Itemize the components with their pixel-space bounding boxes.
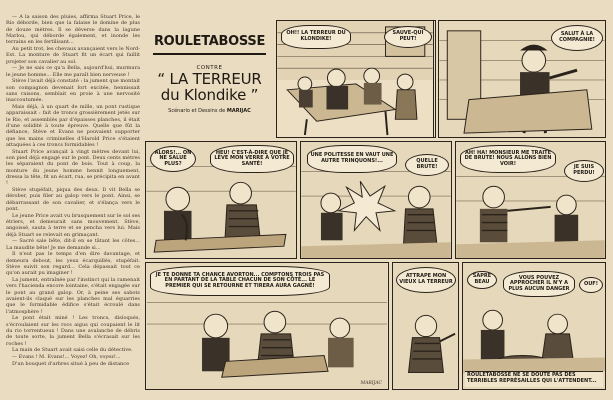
- panel-caption: ROULETABOSSE NE SE DOUTE PAS DES TERRIBLES REPRÉSAILLES QUI L'ATTENDENT...: [465, 371, 603, 387]
- speech-bubble: QUELLE BRUTE!: [405, 154, 449, 176]
- panel-3: [438, 20, 606, 138]
- title-divider: [153, 53, 266, 55]
- subtitle-line-1: “ LA TERREUR: [157, 70, 262, 88]
- story-paragraph: Stève l'avait déjà constaté : la jument que montait son compagnon devenait fort excitée, hennissait sans raisons, semblait en proie à une nervosité inaccoutumée.: [6, 78, 140, 104]
- panel-8: [392, 262, 459, 390]
- speech-bubble: UNE POLITESSE EN VAUT UNE AUTRE TRINQUONS!...: [307, 145, 397, 173]
- speech-bubble: JE SUIS PERDU!: [564, 160, 604, 182]
- credit-author: MARIJAC: [226, 108, 251, 114]
- story-paragraph: Au petit trot, les chevaux avançaient vers le Nord-Est. La monture de Stuart fit un écart qui faillit projeter son cavalier au sol.: [6, 45, 140, 65]
- speech-bubble: ALORS!... ON NE SALUE PLUS?: [150, 146, 196, 172]
- story-column: [6, 14, 140, 394]
- speech-bubble: SAPRE BEAU: [467, 271, 497, 289]
- story-paragraph: — Sacré sale bête, dit-il en se tâtant les côtes... La maudite bête! Je me demande si...: [6, 238, 140, 251]
- panel-5: [300, 141, 452, 259]
- speech-bubble: OH!! LA TERREUR DU KLONDIKE!: [281, 25, 351, 49]
- speech-bubble: AH! HA! MONSIEUR ME TRAITE DE BRUTE! NOUS ALLONS BIEN VOIR!: [460, 145, 556, 173]
- panel-2: [380, 20, 436, 138]
- speech-bubble: SAUVE-QUI PEUT!: [384, 26, 432, 48]
- speech-bubble: ATTRAPE MON VIEUX LA TERREUR: [396, 267, 456, 293]
- speech-bubble: SALUT À LA COMPAGNIE!: [551, 25, 603, 51]
- speech-bubble: VOUS POUVEZ APPROCHER IL N'Y A PLUS AUCUN DANGER: [503, 271, 575, 297]
- panel-4: [145, 141, 297, 259]
- story-paragraph: — Evans ! M. Evans!... Voyez! Oh, voyez!...: [12, 354, 121, 361]
- story-paragraph: Mais déjà, à un quart de mille, un pont rustique apparaissait : fait de troncs grossièrement jetés sur le Rio, et assemblés par d'épaisses planches, il était d'une solidité à toute épreuve. Quelle que fût la défiance, Stève et Evans ne pouvaient supporter que les mains criminelles d'Harold Price s'étaient attaquées à ces troncs formidables !: [6, 104, 140, 148]
- story-paragraph: La main de Stuart avait saisi celle du détective.: [12, 347, 133, 354]
- story-paragraph: Stève stupéfait, piqua des deux. Il vit Bella se dérober, puis filer au galop vers le pont. Ainsi, se débarrassant de son cavalier, et s'élança vers le pont.: [6, 187, 140, 212]
- story-paragraph: D'un bouquet d'arbres situé à peu de distance: [12, 361, 130, 368]
- series-title: ROULETABOSSE: [153, 34, 266, 49]
- artist-signature: MARIJAC: [360, 381, 382, 386]
- story-paragraph: Il n'eut pas le temps d'en dire davantage, et demeura debout, les yeux écarquillés, stupéfait. Stève suivit son regard... Cela dépassait tout ce qu'on aurait pu imaginer !: [6, 251, 140, 277]
- credit-line: [147, 108, 272, 114]
- story-paragraph: Le jeune Price avait vu brusquement sur le sol ses étriers, et demeurait sans mouvement. Stève, angoissé, sauta à terre et se pencha vers lui. Mais déjà Stuart se relevait en grimaçant.: [6, 212, 140, 238]
- credit-prefix: Scénario et Dessins de: [168, 108, 226, 114]
- story-paragraph: — A la saison des pluies, affirma Stuart Price, le Rio déborde, bien que la falaise le domine de plus de douze mètres. Il se déverse dans la lagune Marlou, qui déborde également, et inonde les terrains en les fertilisant...: [6, 14, 140, 46]
- subtitle-line-2: du Klondike ”: [160, 86, 259, 104]
- story-paragraph: Stuart Price avançait à vingt mètres devant lui, son pied déjà engagé sur le pont. Deux cents mètres les séparaient du pont de bois. Tout à coup, la monture du jeune homme hennit longuement, dressa la tête, fit un écart, rua, se précipita en avant !: [6, 148, 140, 187]
- panel-6: [455, 141, 606, 259]
- speech-bubble: JE TE DONNE TA CHANCE AVORTON... COMPTONS TROIS PAS EN PARTANT DE LA TABLE CHACUN DE SON CÔTÉ... LE PREMIER QUI SE RETOURNE ET TIRERA AURA GAGNÉ!: [150, 266, 330, 296]
- panel-9: [462, 262, 606, 390]
- story-paragraph: Le pont était miné ! Les troncs, disloqués, s'écroulaient sur les rocs aigus qui coupaient le lit du rio torrentueux ! Dans une avalanche de débris de toute sorte, la jument Bella s'écrasait sur les roches !: [6, 315, 140, 347]
- title-block: [147, 28, 272, 136]
- story-paragraph: — Je ne sais ce qu'a Bella, aujourd'hui, murmura le jeune homme... Elle me paraît bien nerveuse !: [6, 65, 140, 78]
- story-paragraph: La jument, entraînée par l'instinct qui la ramenait vers l'hacienda encore lointaine, s'était engagée sur le pont au grand galop. Or, à peine ses sabots avaient-ils claqué sur les planches mal équarries que le formidable édifice s'était écroulé dans l'atmosphère !: [6, 277, 140, 315]
- title-contre: CONTRE: [196, 65, 223, 71]
- speech-bubble: HEU! C'EST-À-DIRE QUE JE LÈVE MON VERRE À VOTRE SANTÉ!: [210, 145, 294, 173]
- panel-7: [145, 262, 389, 390]
- speech-bubble: OUF!: [579, 277, 603, 293]
